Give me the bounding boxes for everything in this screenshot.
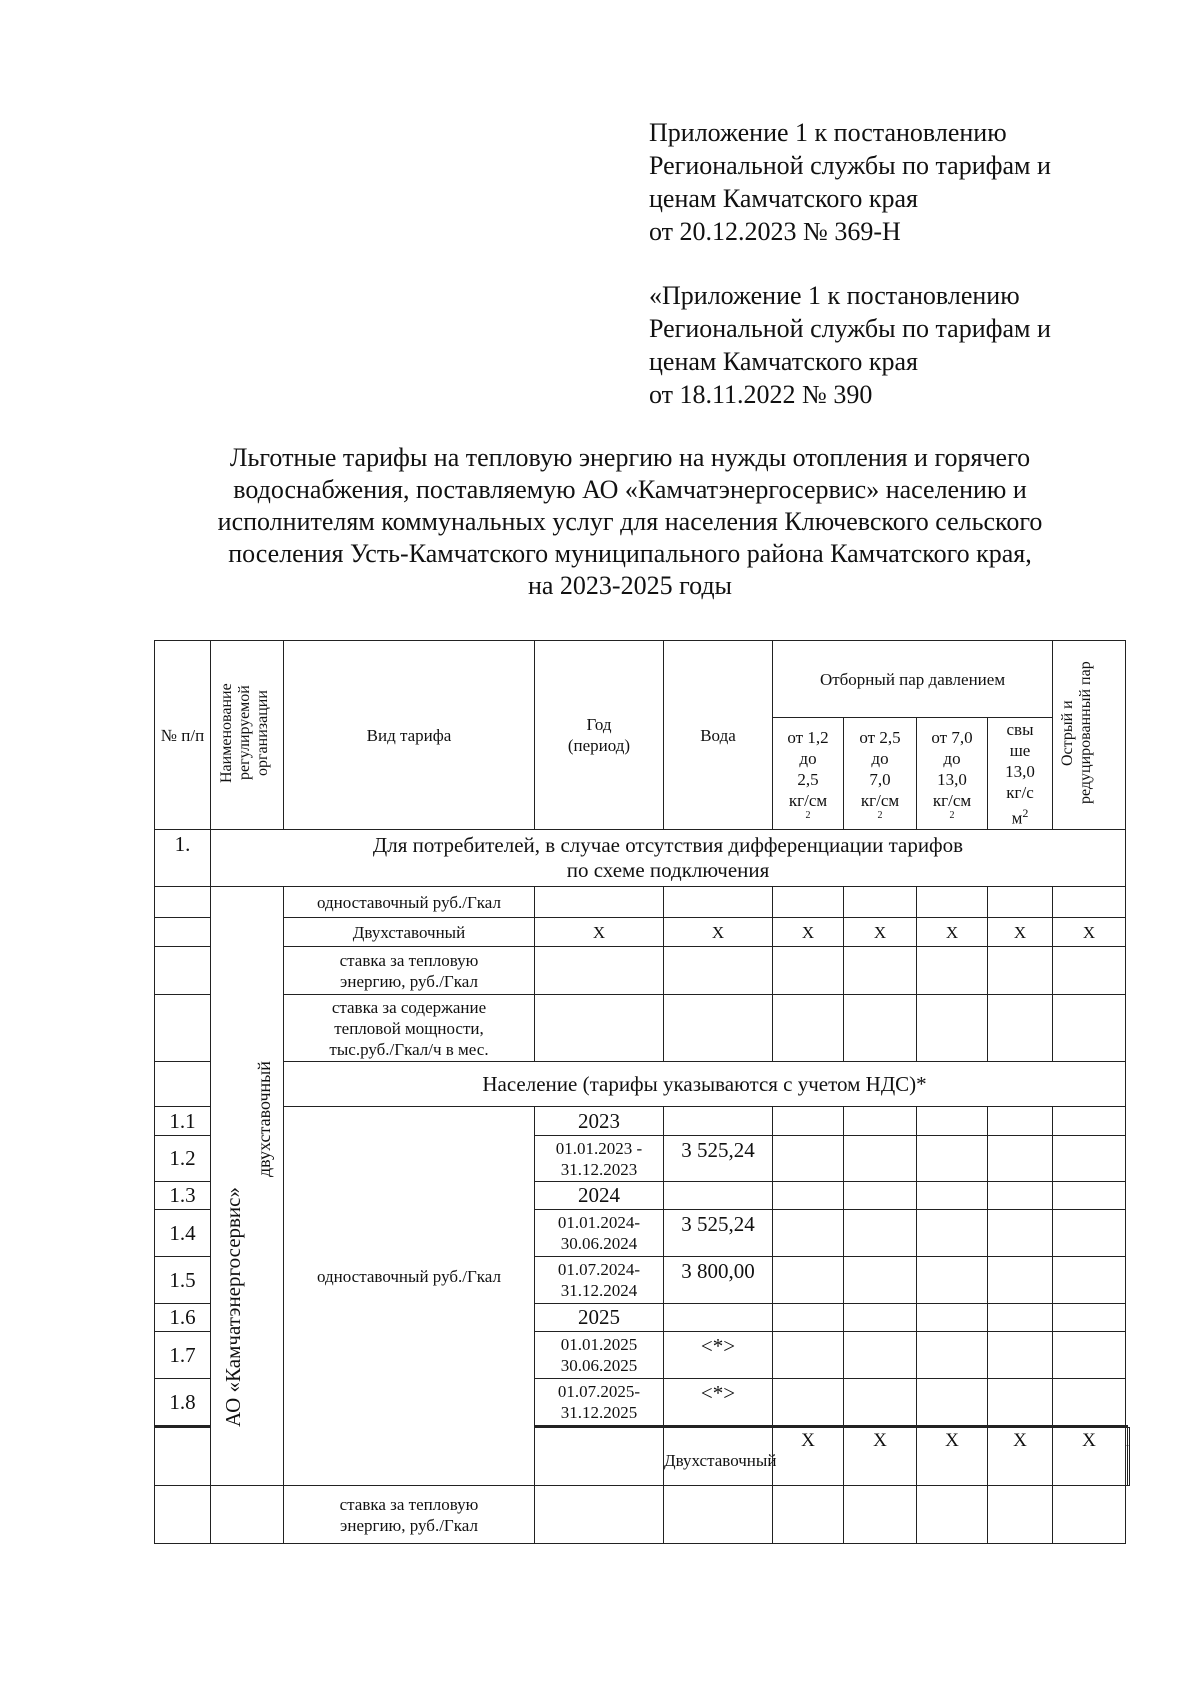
tariff-type-cell: одноставочный руб./Гкал	[284, 887, 535, 918]
connection-label: двухставочный	[254, 1061, 274, 1177]
col-header-sharp-steam	[1053, 641, 1126, 830]
num-cell	[155, 887, 211, 918]
col-header-steam-2: от 2,5 до 7,0 кг/см 2	[844, 718, 917, 830]
x-cell: X	[988, 918, 1053, 947]
tariff-type-cell: Двухставочный	[664, 1428, 773, 1486]
num-cell: 1.1	[155, 1107, 211, 1136]
org-name-cell	[211, 887, 284, 1486]
col-header-steam-1: от 1,2 до 2,5 кг/см 2	[773, 718, 844, 830]
section-num: 1.	[155, 830, 211, 887]
water-cell: <*>	[664, 1379, 773, 1426]
population-title: Население (тарифы указываются с учетом НДС)*	[284, 1062, 1126, 1107]
water-cell: 3 525,24	[664, 1210, 773, 1257]
title-line: на 2023-2025 годы	[527, 571, 733, 600]
period-cell: 2024	[535, 1182, 664, 1210]
water-cell: 3 800,00	[664, 1257, 773, 1304]
org-spacer	[211, 1486, 284, 1544]
tariff-type-cell: одноставочный руб./Гкал	[284, 1107, 535, 1486]
water-cell	[664, 1182, 773, 1210]
col-header-steam-4: свы ше 13,0 кг/с $м^2$	[988, 718, 1053, 830]
num-cell: 1.4	[155, 1210, 211, 1257]
col-header-type: Вид тарифа	[284, 641, 535, 830]
period-cell: 2025	[535, 1304, 664, 1332]
section-row	[155, 830, 1130, 887]
col-header-water: Вода	[664, 641, 773, 830]
org-name: АО «Камчатэнергосервис»	[221, 1187, 245, 1427]
x-cell: X	[844, 918, 917, 947]
water-cell: <*>	[664, 1332, 773, 1379]
num-cell	[155, 947, 211, 995]
header-line: «Приложение 1 к постановлению	[649, 281, 1020, 310]
num-cell: 1.2	[155, 1136, 211, 1182]
tariff-type-cell: ставка за тепловую энергию, руб./Гкал	[284, 947, 535, 995]
col-header-org	[211, 641, 284, 830]
period-cell: 01.07.2024- 31.12.2024	[535, 1257, 664, 1304]
section-title: Для потребителей, в случае отсутствия дифференциации тарифов по схеме подключения	[211, 830, 1126, 887]
sharp-steam-label: Острый и редуцированный пар	[1059, 661, 1095, 804]
tariff-type-cell: Двухставочный	[284, 918, 535, 947]
title-line: исполнителям коммунальных услуг для населения Ключевского сельского	[217, 507, 1043, 536]
header-line: ценам Камчатского края	[649, 347, 918, 376]
x-cell: X	[773, 1428, 844, 1486]
num-cell	[155, 995, 211, 1062]
num-cell: 1.5	[155, 1257, 211, 1304]
x-cell: X	[917, 918, 988, 947]
x-cell: X	[988, 1428, 1053, 1486]
period-cell: 01.07.2025- 31.12.2025	[535, 1379, 664, 1426]
title-line: водоснабжения, поставляемую АО «Камчатэнергосервис» населению и	[233, 475, 1027, 504]
num-cell: 1.3	[155, 1182, 211, 1210]
header-line: ценам Камчатского края	[649, 184, 918, 213]
title-line: Льготные тарифы на тепловую энергию на нужды отопления и горячего	[229, 443, 1031, 472]
x-cell: X	[844, 1428, 917, 1486]
period-cell: 2023	[535, 1107, 664, 1136]
x-cell: X	[1053, 918, 1126, 947]
header-line: Региональной службы по тарифам и	[649, 151, 1051, 180]
water-cell	[664, 1107, 773, 1136]
num-cell: 1.6	[155, 1304, 211, 1332]
table-row	[155, 947, 1130, 995]
table-row	[155, 995, 1130, 1062]
section-row	[155, 1062, 1130, 1107]
title-line: поселения Усть-Камчатского муниципального района Камчатского края,	[228, 539, 1032, 568]
table-header-row	[155, 641, 1130, 718]
col-header-num: № п/п	[155, 641, 211, 830]
water-cell: 3 525,24	[664, 1136, 773, 1182]
header-block-1	[649, 116, 1051, 248]
header-block-2	[649, 279, 1051, 411]
header-line: от 18.11.2022 № 390	[649, 380, 873, 409]
x-cell: X	[1053, 1428, 1126, 1486]
tariff-type-cell: ставка за тепловую энергию, руб./Гкал	[284, 1486, 535, 1544]
period-cell: 01.01.2023 - 31.12.2023	[535, 1136, 664, 1182]
x-cell: X	[664, 918, 773, 947]
table-row	[155, 1107, 1130, 1136]
col-header-steam-3: от 7,0 до 13,0 кг/см 2	[917, 718, 988, 830]
table-row	[155, 887, 1130, 918]
header-line: Региональной службы по тарифам и	[649, 314, 1051, 343]
num-cell: 1.7	[155, 1332, 211, 1379]
org-header-label: Наименование регулируемой организации	[218, 682, 271, 783]
num-cell	[155, 1428, 211, 1486]
header-line: от 20.12.2023 № 369-Н	[649, 217, 901, 246]
table-row	[155, 1486, 1130, 1544]
tariff-type-cell: ставка за содержание тепловой мощности, тыс.руб./Гкал/ч в мес.	[284, 995, 535, 1062]
period-cell: 01.01.2024- 30.06.2024	[535, 1210, 664, 1257]
col-header-steam-group: Отборный пар давлением	[773, 641, 1053, 718]
x-cell: X	[773, 918, 844, 947]
table-row	[155, 918, 1130, 947]
header-line: Приложение 1 к постановлению	[649, 118, 1007, 147]
num-cell	[155, 918, 211, 947]
water-cell	[664, 1304, 773, 1332]
num-cell	[155, 1486, 211, 1544]
tariff-table	[154, 640, 1130, 1544]
num-cell	[155, 1062, 211, 1107]
col-header-year: Год (период)	[535, 641, 664, 830]
org-spacer	[535, 1428, 664, 1486]
num-cell: 1.8	[155, 1379, 211, 1426]
x-cell: X	[917, 1428, 988, 1486]
x-cell	[1128, 1428, 1130, 1486]
document-title	[140, 442, 1120, 602]
period-cell: 01.01.2025 30.06.2025	[535, 1332, 664, 1379]
x-cell: X	[535, 918, 664, 947]
